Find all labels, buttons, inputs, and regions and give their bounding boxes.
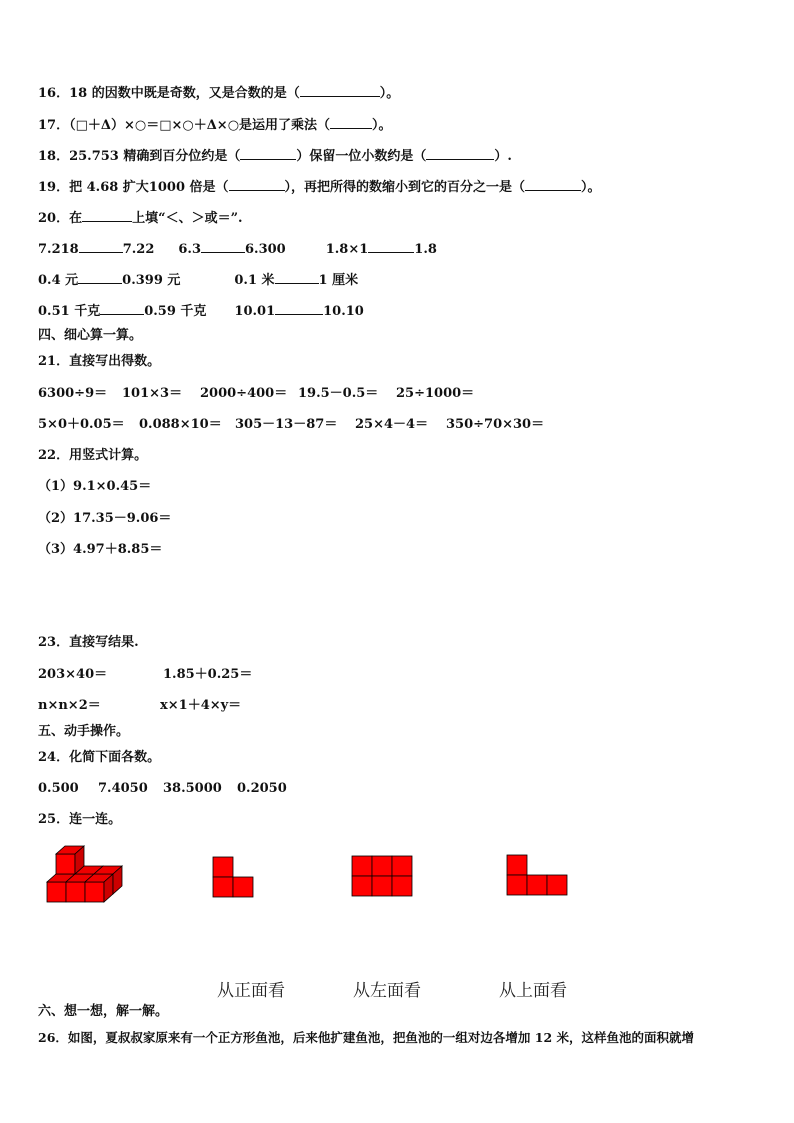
direct-result-item: x×1＋4×y＝ <box>160 698 242 713</box>
view-shape-b <box>351 855 413 897</box>
vertical-calc-item: （3）4.97＋8.85＝ <box>38 542 163 557</box>
q20-text: 20．在 <box>38 211 83 226</box>
question-22-title: 22．用竖式计算。 <box>38 448 148 463</box>
q18-tail: ）. <box>494 149 512 164</box>
mental-math-item: 25×4－4＝ <box>355 417 429 432</box>
decimal-item: 0.500 <box>38 781 79 796</box>
compare-blank[interactable] <box>275 302 323 315</box>
view-label-front: 从正面看 <box>217 981 285 1001</box>
mental-math-item: 19.5－0.5＝ <box>298 386 379 401</box>
mental-math-item: 5×0＋0.05＝ <box>38 417 125 432</box>
compare-left: 0.4 元 <box>38 273 79 288</box>
vertical-calc-item: （1）9.1×0.45＝ <box>38 479 152 494</box>
section-4-heading: 四、细心算一算。 <box>38 328 143 343</box>
mental-math-item: 2000÷400＝ <box>200 386 288 401</box>
mental-math-item: 305－13－87＝ <box>235 417 338 432</box>
q17-tail: ）。 <box>372 118 392 133</box>
question-26-text: 26．如图，夏叔叔家原来有一个正方形鱼池，后来他扩建鱼池，把鱼池的一组对边各增加 12 米，这样鱼池的面积就增 <box>38 1030 694 1045</box>
direct-result-item: n×n×2＝ <box>38 698 101 713</box>
question-25-title: 25．连一连。 <box>38 812 122 827</box>
mental-math-item: 101×3＝ <box>122 386 183 401</box>
section-6-heading: 六、想一想，解一解。 <box>38 1004 169 1019</box>
q18-mid: ）保留一位小数约是（ <box>296 149 427 164</box>
view-shape-c <box>506 854 568 896</box>
compare-left: 0.1 米 <box>234 273 275 288</box>
q20-tail: 上填“＜、＞或＝”. <box>132 211 243 226</box>
decimal-item: 38.5000 <box>163 781 222 796</box>
question-16 <box>38 84 399 102</box>
compare-left: 1.8×1 <box>325 242 369 257</box>
compare-row-3 <box>38 302 364 320</box>
question-17 <box>38 116 392 134</box>
mental-math-item: 25÷1000＝ <box>396 386 475 401</box>
mental-math-item: 350÷70×30＝ <box>446 417 545 432</box>
question-21-title: 21．直接写出得数。 <box>38 354 161 369</box>
compare-blank[interactable] <box>78 271 122 284</box>
q19-tail: ）。 <box>581 180 601 195</box>
answer-blank[interactable] <box>300 84 380 97</box>
view-shape-a <box>212 856 256 898</box>
cube-stack-figure <box>44 842 128 904</box>
compare-blank[interactable] <box>201 240 245 253</box>
compare-blank[interactable] <box>79 240 123 253</box>
compare-left: 7.218 <box>38 242 79 257</box>
view-label-top: 从上面看 <box>499 981 567 1001</box>
direct-result-item: 203×40＝ <box>38 667 108 682</box>
compare-row-2 <box>38 271 358 289</box>
question-23-title: 23．直接写结果. <box>38 635 139 650</box>
compare-left: 10.01 <box>234 304 276 319</box>
compare-blank[interactable] <box>368 240 414 253</box>
q16-text: 16．18 的因数中既是奇数，又是合数的是（ <box>38 86 300 101</box>
question-20 <box>38 209 243 227</box>
example-blank <box>82 209 132 222</box>
q19-text: 19．把 4.68 扩大1000 倍是（ <box>38 180 229 195</box>
q18-text: 18．25.753 精确到百分位约是（ <box>38 149 241 164</box>
compare-right: 10.10 <box>323 304 364 319</box>
q17-text: 17．（□＋Δ）×○＝□×○＋Δ×○是运用了乘法（ <box>38 118 331 133</box>
section-5-heading: 五、动手操作。 <box>38 724 130 739</box>
compare-left: 6.3 <box>178 242 202 257</box>
direct-result-item: 1.85＋0.25＝ <box>163 667 253 682</box>
mental-math-item: 6300÷9＝ <box>38 386 108 401</box>
q19-mid: ），再把所得的数缩小到它的百分之一是（ <box>284 180 526 195</box>
compare-right: 1.8 <box>414 242 437 257</box>
compare-blank[interactable] <box>100 302 144 315</box>
compare-right: 0.399 元 <box>122 273 181 288</box>
q16-tail: ）。 <box>379 86 400 101</box>
vertical-calc-item: （2）17.35－9.06＝ <box>38 511 172 526</box>
answer-blank[interactable] <box>240 147 296 160</box>
decimal-item: 7.4050 <box>98 781 148 796</box>
answer-blank[interactable] <box>525 178 581 191</box>
compare-right: 7.22 <box>122 242 155 257</box>
answer-blank[interactable] <box>330 116 372 129</box>
compare-left: 0.51 千克 <box>38 304 101 319</box>
compare-right: 6.300 <box>245 242 286 257</box>
question-18 <box>38 147 512 165</box>
mental-math-item: 0.088×10＝ <box>139 417 222 432</box>
compare-row-1 <box>38 240 437 258</box>
question-19 <box>38 178 601 196</box>
compare-right: 1 厘米 <box>318 273 359 288</box>
question-24-title: 24．化简下面各数。 <box>38 750 161 765</box>
compare-right: 0.59 千克 <box>144 304 207 319</box>
compare-blank[interactable] <box>275 271 319 284</box>
view-label-left: 从左面看 <box>353 981 421 1001</box>
answer-blank[interactable] <box>229 178 285 191</box>
answer-blank[interactable] <box>426 147 494 160</box>
decimal-item: 0.2050 <box>237 781 287 796</box>
